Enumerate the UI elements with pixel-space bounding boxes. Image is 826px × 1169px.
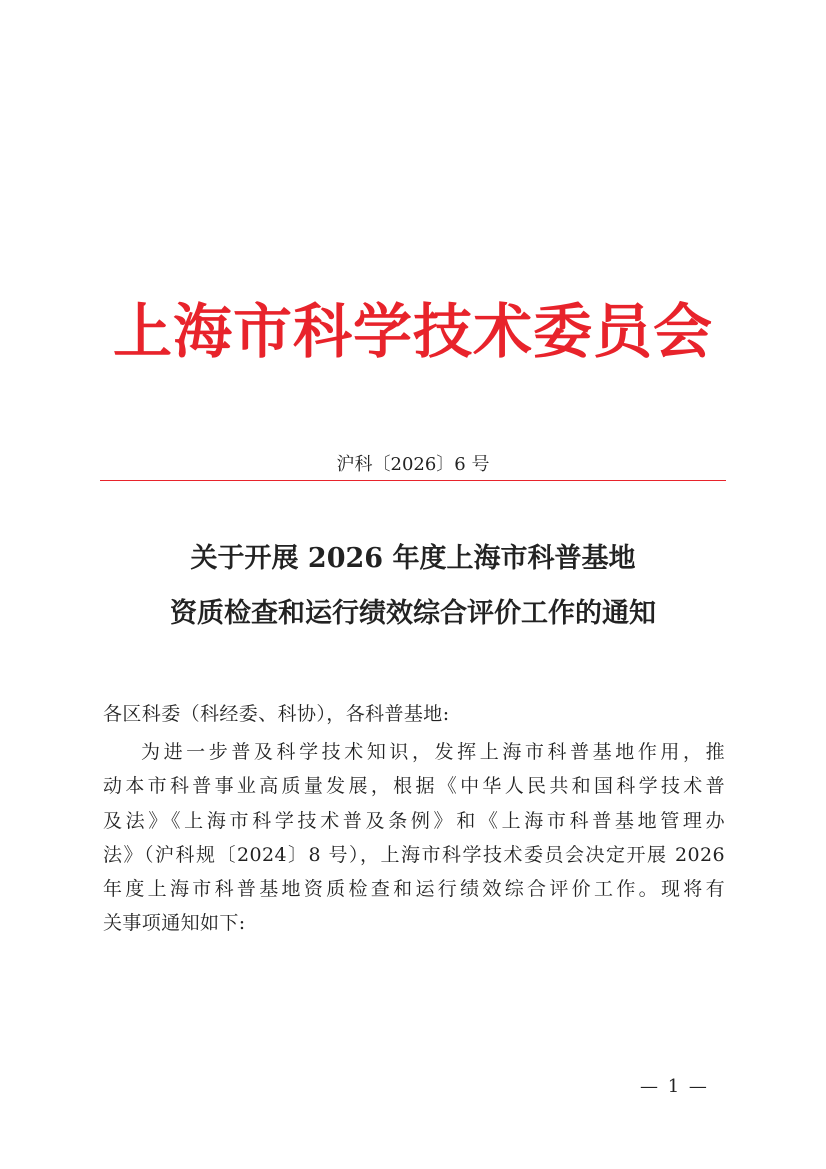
salutation: 各区科委（科经委、科协），各科普基地:: [103, 703, 450, 725]
red-separator-line: [100, 480, 726, 481]
paragraph-line: 法》（沪科规〔2024〕8 号），上海市科学技术委员会决定开展 2026: [103, 843, 725, 866]
document-title-line-1: 关于开展 2026 年度上海市科普基地: [190, 543, 636, 574]
paragraph-line: 为进一步普及科学技术知识，发挥上海市科普基地作用，推: [141, 741, 725, 763]
document-title-line-2: 资质检查和运行绩效综合评价工作的通知: [170, 598, 656, 629]
paragraph-line: 年度上海市科普基地资质检查和运行绩效综合评价工作。现将有: [103, 878, 725, 901]
page-number: — 1 —: [640, 1076, 709, 1097]
document-number: 沪科〔2026〕6 号: [336, 454, 490, 475]
issuer-masthead: 上海市科学技术委员会: [112, 297, 713, 366]
paragraph-line: 及法》《上海市科学技术普及条例》和《上海市科普基地管理办: [103, 809, 725, 832]
body-paragraph: [103, 735, 725, 941]
paragraph-line: 关事项通知如下:: [103, 912, 246, 935]
paragraph-line: 动本市科普事业高质量发展，根据《中华人民共和国科学技术普: [103, 775, 725, 798]
